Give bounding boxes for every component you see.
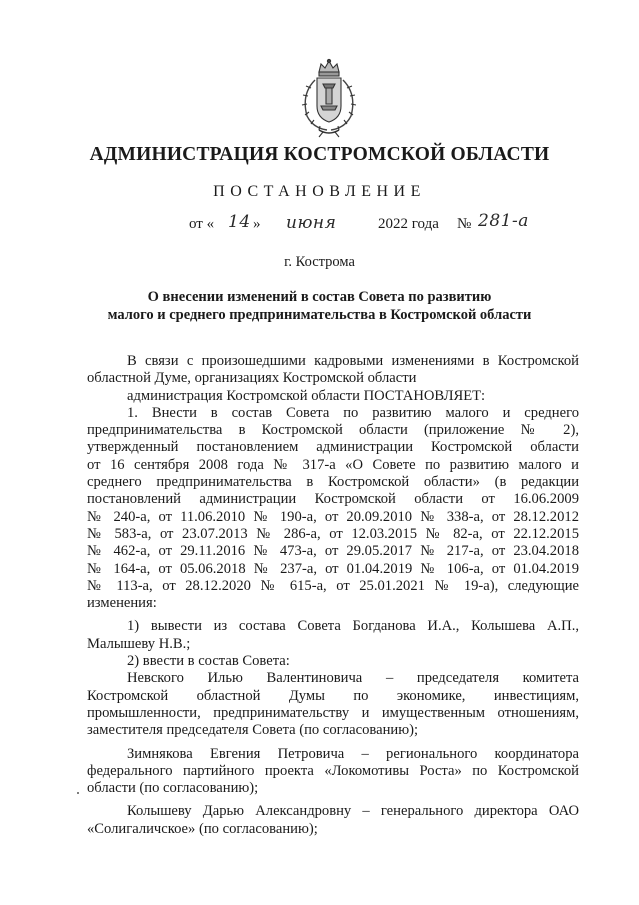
date-prefix: от « bbox=[189, 216, 215, 232]
paragraph-line: 1. Внести в состав Совета по развитию малого и среднего bbox=[127, 404, 579, 421]
paragraph-line: утвержденный постановлением администрации Костромской области bbox=[87, 439, 579, 456]
paragraph-line: заместителя председателя Совета (по согласованию); bbox=[87, 722, 419, 739]
subject-line: малого и среднего предпринимательства в Костромской области bbox=[107, 307, 532, 323]
body-text bbox=[87, 353, 579, 838]
paragraph-line: от 16 сентября 2008 года № 317-а «О Совете по развитию малого и bbox=[87, 456, 579, 473]
paragraph-line: «Солигаличское» (по согласованию); bbox=[87, 820, 318, 837]
paragraph-line: федерального партийного проекта «Локомотивы Роста» по Костромской bbox=[87, 762, 579, 779]
paragraph-line: Костромской областной Думы по экономике, инвестициям, bbox=[87, 687, 579, 704]
subject-heading bbox=[0, 288, 639, 324]
paragraph-line: № 462-а, от 29.11.2016 № 473-а, от 29.05.2017 № 217-а, от 23.04.2018 bbox=[87, 543, 579, 560]
scan-speck bbox=[77, 792, 79, 794]
paragraph-line: 1) вывести из состава Совета Богданова И.А., Колышева А.П., bbox=[127, 618, 579, 635]
paragraph-line: Зимнякова Евгения Петровича – регионального координатора bbox=[127, 745, 579, 762]
paragraph-line: промышленности, предпринимательству и имущественным отношениям, bbox=[87, 704, 579, 721]
paragraph-line: В связи с произошедшими кадровыми изменениями в Костромской bbox=[127, 353, 579, 369]
subject-line: О внесении изменений в состав Совета по развитию bbox=[147, 289, 492, 305]
date-close-quote: » bbox=[253, 216, 261, 232]
paragraph-line: 2) ввести в состав Совета: bbox=[127, 653, 290, 670]
paragraph-line: администрация Костромской области ПОСТАНОВЛЯЕТ: bbox=[127, 387, 486, 404]
coat-of-arms-icon bbox=[293, 58, 365, 138]
paragraph-line: № 164-а, от 05.06.2018 № 237-а, от 01.04.2019 № 106-а, от 01.04.2019 bbox=[87, 560, 579, 577]
document-number-handwritten: 281-а bbox=[478, 211, 529, 231]
paragraph-line: предпринимательства в Костромской области (приложение № 2), bbox=[87, 422, 579, 439]
paragraph-line: № 113-а, от 28.12.2020 № 615-а, от 25.01.2021 № 19-а), следующие bbox=[87, 577, 579, 594]
paragraph-line: Невского Илью Валентиновича – председателя комитета bbox=[127, 670, 579, 687]
organization-title: АДМИНИСТРАЦИЯ КОСТРОМСКОЙ ОБЛАСТИ bbox=[89, 144, 550, 165]
date-day-handwritten: 14 bbox=[228, 212, 251, 232]
document-type: ПОСТАНОВЛЕНИЕ bbox=[213, 183, 426, 200]
date-month-handwritten: июня bbox=[286, 213, 337, 233]
date-year: 2022 года bbox=[378, 216, 439, 232]
number-prefix: № bbox=[457, 216, 472, 232]
paragraph-line: области (по согласованию); bbox=[87, 780, 259, 797]
paragraph-line: № 240-а, от 11.06.2010 № 190-а, от 20.09.2010 № 338-а, от 28.12.2012 bbox=[87, 508, 579, 525]
paragraph-line: областной Думе, организациях Костромской области bbox=[87, 370, 417, 387]
paragraph-line: Малышеву Н.В.; bbox=[87, 635, 191, 652]
city-line: г. Кострома bbox=[284, 254, 355, 270]
paragraph-line: Колышеву Дарью Александровну – генерального директора ОАО bbox=[127, 803, 579, 820]
paragraph-line: среднего предпринимательства в Костромской области» (в редакции bbox=[87, 474, 579, 491]
paragraph-line: изменения: bbox=[87, 595, 157, 612]
date-line bbox=[0, 211, 639, 242]
paragraph-line: постановлений администрации Костромской области от 16.06.2009 bbox=[87, 491, 579, 508]
paragraph-line: № 583-а, от 23.07.2013 № 286-а, от 12.03.2015 № 82-а, от 22.12.2015 bbox=[87, 525, 579, 542]
